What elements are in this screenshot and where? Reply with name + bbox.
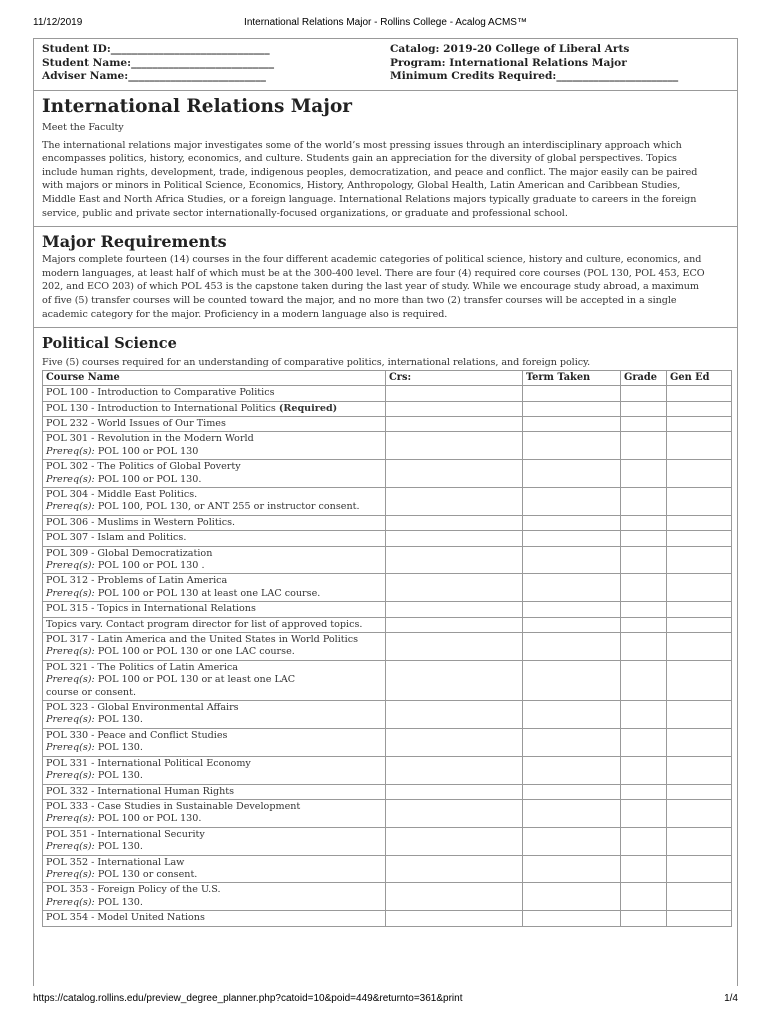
grade-cell[interactable] [621,416,667,431]
page-number: 1/4 [724,993,738,1004]
gen-ed-cell[interactable] [667,911,732,926]
prereq-text: POL 130 or consent. [97,868,198,880]
term-taken-cell[interactable] [523,827,621,855]
col-gen-ed: Gen Ed [667,370,732,385]
intro-line: include human rights, development, trade, indigenous peoples, democratization, and peace and conflict. The major easily can be paired [42,166,698,178]
course-name-link[interactable]: POL 352 - International Law [46,856,185,868]
intro-paragraph [42,139,729,221]
requirements-line: of five (5) transfer courses will be counted toward the major, and no more than two (2) transfer courses will be accepted in a single [42,294,677,306]
credits-cell[interactable] [386,546,523,574]
course-name-link[interactable]: POL 100 - Introduction to Comparative Politics [46,387,275,399]
course-name-link[interactable]: POL 130 - Introduction to International Politics [46,402,276,414]
grade-cell[interactable] [621,784,667,799]
grade-cell[interactable] [621,531,667,546]
course-name-link[interactable]: POL 351 - International Security [46,828,205,840]
gen-ed-cell[interactable] [667,617,732,632]
table-row [43,756,732,784]
requirements-line: Majors complete fourteen (14) courses in the four different academic categories of political science, history and culture, economics, and [42,254,702,266]
degree-planner [33,38,738,986]
table-row [43,386,732,401]
col-term-taken: Term Taken [523,370,621,385]
course-cell [43,432,386,460]
credits-cell[interactable] [386,883,523,911]
intro-section [34,91,737,227]
table-row [43,416,732,431]
prereq-text: POL 100 or POL 130. [97,473,202,485]
term-taken-cell[interactable] [523,487,621,515]
gen-ed-cell[interactable] [667,633,732,661]
course-table [42,370,732,927]
gen-ed-cell[interactable] [667,784,732,799]
grade-cell[interactable] [621,911,667,926]
prereq-label: Prereq(s): [46,742,95,754]
grade-cell[interactable] [621,799,667,827]
grade-cell[interactable] [621,660,667,700]
political-science-subtitle: Five (5) courses required for an understanding of comparative politics, international relations, and foreign policy. [42,357,591,369]
print-date: 11/12/2019 [33,17,83,28]
course-name-link[interactable]: POL 323 - Global Environmental Affairs [46,702,239,714]
student-info-panel [34,39,737,91]
col-course-name: Course Name [43,370,386,385]
gen-ed-cell[interactable] [667,799,732,827]
course-cell [43,728,386,756]
credits-cell[interactable] [386,515,523,530]
table-row [43,515,732,530]
prereq-line [46,770,382,782]
course-table-body [43,386,732,926]
credits-cell[interactable] [386,701,523,729]
credits-cell[interactable] [386,416,523,431]
catalog-label: Catalog: 2019-20 College of Liberal Arts [390,43,630,55]
prereq-line [46,674,382,686]
prereq-continuation: course or consent. [46,686,136,698]
term-taken-cell[interactable] [523,756,621,784]
credits-cell[interactable] [386,633,523,661]
grade-cell[interactable] [621,574,667,602]
credits-cell[interactable] [386,487,523,515]
grade-cell[interactable] [621,602,667,617]
prereq-text: POL 100 or POL 130 at least one LAC course. [97,587,321,599]
gen-ed-cell[interactable] [667,827,732,855]
grade-cell[interactable] [621,515,667,530]
prereq-text: POL 130. [97,742,143,754]
course-name-link[interactable]: POL 309 - Global Democratization [46,547,213,559]
credits-cell[interactable] [386,460,523,488]
gen-ed-cell[interactable] [667,574,732,602]
prereq-label: Prereq(s): [46,896,95,908]
table-row [43,460,732,488]
print-header [33,17,738,31]
prereq-line [46,501,382,513]
grade-cell[interactable] [621,728,667,756]
intro-line: The international relations major investigates some of the world’s most pressing issues through an interdisciplinary approach which [42,139,682,151]
gen-ed-cell[interactable] [667,487,732,515]
adviser-name-field[interactable]: Adviser Name:__________________________ [42,70,266,82]
term-taken-cell[interactable] [523,432,621,460]
term-taken-cell[interactable] [523,386,621,401]
political-science-section [34,328,737,932]
prereq-label: Prereq(s): [46,868,95,880]
grade-cell[interactable] [621,432,667,460]
term-taken-cell[interactable] [523,401,621,416]
course-cell [43,911,386,926]
term-taken-cell[interactable] [523,546,621,574]
grade-cell[interactable] [621,460,667,488]
course-name-link[interactable]: POL 232 - World Issues of Our Times [46,417,226,429]
gen-ed-cell[interactable] [667,728,732,756]
course-name-link[interactable]: Topics vary. Contact program director for list of approved topics. [46,618,363,630]
print-footer [33,993,738,1007]
credits-cell[interactable] [386,827,523,855]
course-name-link[interactable]: POL 306 - Muslims in Western Politics. [46,516,236,528]
credits-cell[interactable] [386,784,523,799]
gen-ed-cell[interactable] [667,432,732,460]
gen-ed-cell[interactable] [667,660,732,700]
gen-ed-cell[interactable] [667,701,732,729]
grade-cell[interactable] [621,855,667,883]
gen-ed-cell[interactable] [667,756,732,784]
table-row [43,660,732,700]
prereq-text: POL 130. [97,770,143,782]
credits-cell[interactable] [386,531,523,546]
credits-cell[interactable] [386,617,523,632]
intro-line: encompasses politics, history, economics, and culture. Students gain an appreciation for the diversity of global perspectives. Topics [42,153,677,165]
course-cell [43,784,386,799]
prereq-line [46,560,382,572]
prereq-line [46,446,382,458]
term-taken-cell[interactable] [523,911,621,926]
term-taken-cell[interactable] [523,416,621,431]
table-row [43,617,732,632]
course-cell [43,701,386,729]
major-requirements-heading: Major Requirements [42,232,227,252]
requirements-line: modern languages, at least half of which must be at the 300-400 level. There are four (4) required core courses (POL 130, POL 453, ECO [42,267,705,279]
course-name-link[interactable]: POL 315 - Topics in International Relations [46,603,256,615]
course-cell [43,799,386,827]
course-name-link[interactable]: POL 307 - Islam and Politics. [46,532,187,544]
grade-cell[interactable] [621,701,667,729]
table-row [43,799,732,827]
print-url: https://catalog.rollins.edu/preview_degree_planner.php?catoid=10&poid=449&returnto=361&print [33,993,463,1004]
table-row [43,574,732,602]
course-cell [43,617,386,632]
col-credits: Crs: [386,370,523,385]
course-cell [43,416,386,431]
credits-cell[interactable] [386,432,523,460]
course-name-link[interactable]: POL 330 - Peace and Conflict Studies [46,729,228,741]
prereq-line [46,646,382,658]
min-credits-field[interactable]: Minimum Credits Required:_______________________ [390,70,679,82]
grade-cell[interactable] [621,546,667,574]
credits-cell[interactable] [386,401,523,416]
intro-line: with majors or minors in Political Science, Economics, History, Anthropology, Global Health, Latin American and Caribbean Studies, [42,180,681,192]
credits-cell[interactable] [386,756,523,784]
term-taken-cell[interactable] [523,531,621,546]
table-row [43,432,732,460]
term-taken-cell[interactable] [523,460,621,488]
course-name-link[interactable]: POL 301 - Revolution in the Modern World [46,433,254,445]
prereq-line [46,588,382,600]
term-taken-cell[interactable] [523,633,621,661]
prereq-text: POL 130. [97,714,143,726]
course-cell [43,487,386,515]
requirements-paragraph [42,253,729,321]
grade-cell[interactable] [621,401,667,416]
table-row [43,602,732,617]
grade-cell[interactable] [621,827,667,855]
course-cell [43,386,386,401]
table-row [43,531,732,546]
credits-cell[interactable] [386,386,523,401]
gen-ed-cell[interactable] [667,401,732,416]
course-cell [43,515,386,530]
course-cell [43,883,386,911]
prereq-line [46,474,382,486]
term-taken-cell[interactable] [523,855,621,883]
page-title: International Relations Major [42,96,353,117]
required-tag: (Required) [278,402,338,414]
term-taken-cell[interactable] [523,883,621,911]
grade-cell[interactable] [621,487,667,515]
prereq-label: Prereq(s): [46,770,95,782]
print-title: International Relations Major - Rollins College - Acalog ACMS™ [244,17,527,28]
requirements-line: academic category for the major. Proficiency in a modern language also is required. [42,308,448,320]
credits-cell[interactable] [386,660,523,700]
term-taken-cell[interactable] [523,617,621,632]
prereq-text: POL 100 or POL 130 or one LAC course. [97,646,295,658]
requirements-line: 202, and ECO 203) of which POL 453 is the capstone taken during the last year of study. While we encourage study abroad, a maximum [42,281,699,293]
prereq-label: Prereq(s): [46,560,95,571]
course-cell [43,660,386,700]
table-row [43,911,732,926]
prereq-label: Prereq(s): [46,714,95,726]
term-taken-cell[interactable] [523,799,621,827]
credits-cell[interactable] [386,911,523,926]
prereq-label: Prereq(s): [46,473,95,485]
course-name-link[interactable]: POL 353 - Foreign Policy of the U.S. [46,884,221,896]
course-name-link[interactable]: POL 331 - International Political Economy [46,757,251,769]
course-cell [43,460,386,488]
table-row [43,401,732,416]
table-row [43,487,732,515]
prereq-line [46,897,382,909]
course-cell [43,633,386,661]
credits-cell[interactable] [386,602,523,617]
gen-ed-cell[interactable] [667,546,732,574]
course-name-link[interactable]: POL 333 - Case Studies in Sustainable Development [46,800,301,812]
gen-ed-cell[interactable] [667,460,732,488]
table-row [43,633,732,661]
prereq-line [46,714,382,726]
course-name-link[interactable]: POL 332 - International Human Rights [46,785,235,797]
gen-ed-cell[interactable] [667,602,732,617]
grade-cell[interactable] [621,386,667,401]
credits-cell[interactable] [386,855,523,883]
course-cell [43,401,386,416]
term-taken-cell[interactable] [523,784,621,799]
table-row [43,728,732,756]
grade-cell[interactable] [621,633,667,661]
course-cell [43,827,386,855]
course-cell [43,855,386,883]
prereq-label: Prereq(s): [46,501,95,513]
course-cell [43,574,386,602]
table-header-row [43,370,732,385]
intro-line: service, public and private sector internationally-focused organizations, or graduate and professional school. [42,207,568,219]
term-taken-cell[interactable] [523,660,621,700]
gen-ed-cell[interactable] [667,883,732,911]
credits-cell[interactable] [386,799,523,827]
course-cell [43,531,386,546]
grade-cell[interactable] [621,883,667,911]
table-row [43,701,732,729]
meet-faculty-link[interactable]: Meet the Faculty [42,122,124,133]
gen-ed-cell[interactable] [667,416,732,431]
major-requirements-section [34,227,737,328]
credits-cell[interactable] [386,574,523,602]
course-name-link[interactable]: POL 354 - Model United Nations [46,912,205,924]
course-name-link[interactable]: POL 304 - Middle East Politics. [46,488,198,500]
prereq-label: Prereq(s): [46,587,95,599]
student-name-field[interactable]: Student Name:___________________________ [42,56,275,69]
table-row [43,827,732,855]
credits-cell[interactable] [386,728,523,756]
term-taken-cell[interactable] [523,728,621,756]
prereq-line [46,869,382,881]
term-taken-cell[interactable] [523,602,621,617]
gen-ed-cell[interactable] [667,531,732,546]
course-name-link[interactable]: POL 302 - The Politics of Global Poverty [46,461,241,473]
prereq-line [46,841,382,853]
prereq-text: POL 100 or POL 130 [97,445,199,457]
table-row [43,784,732,799]
prereq-line [46,813,382,825]
course-cell [43,546,386,574]
course-name-link[interactable]: POL 321 - The Politics of Latin America [46,661,239,673]
course-name-link[interactable]: POL 312 - Problems of Latin America [46,575,228,587]
prereq-text: POL 130. [97,841,143,853]
prereq-text: POL 100 or POL 130. [97,813,202,825]
prereq-label: Prereq(s): [46,841,95,853]
grade-cell[interactable] [621,756,667,784]
prereq-label: Prereq(s): [46,646,95,658]
prereq-text: POL 100, POL 130, or ANT 255 or instructor consent. [97,501,360,513]
gen-ed-cell[interactable] [667,855,732,883]
prereq-label: Prereq(s): [46,813,95,825]
prereq-text: POL 130. [97,896,143,908]
table-row [43,883,732,911]
course-name-link[interactable]: POL 317 - Latin America and the United States in World Politics [46,634,359,646]
prereq-label: Prereq(s): [46,674,95,686]
term-taken-cell[interactable] [523,515,621,530]
course-cell [43,756,386,784]
intro-line: Middle East and North Africa Studies, or a foreign language. International Relations majors typically graduate to careers in the foreign [42,193,697,205]
gen-ed-cell[interactable] [667,386,732,401]
student-id-field[interactable]: Student ID:______________________________ [42,43,270,55]
table-row [43,855,732,883]
col-grade: Grade [621,370,667,385]
course-cell [43,602,386,617]
prereq-label: Prereq(s): [46,445,95,457]
term-taken-cell[interactable] [523,701,621,729]
program-label: Program: International Relations Major [390,56,627,69]
prereq-line [46,742,382,754]
term-taken-cell[interactable] [523,574,621,602]
table-row [43,546,732,574]
political-science-heading: Political Science [42,335,177,353]
prereq-text: POL 100 or POL 130 . [97,560,205,571]
grade-cell[interactable] [621,617,667,632]
prereq-text: POL 100 or POL 130 or at least one LAC [97,674,296,686]
gen-ed-cell[interactable] [667,515,732,530]
